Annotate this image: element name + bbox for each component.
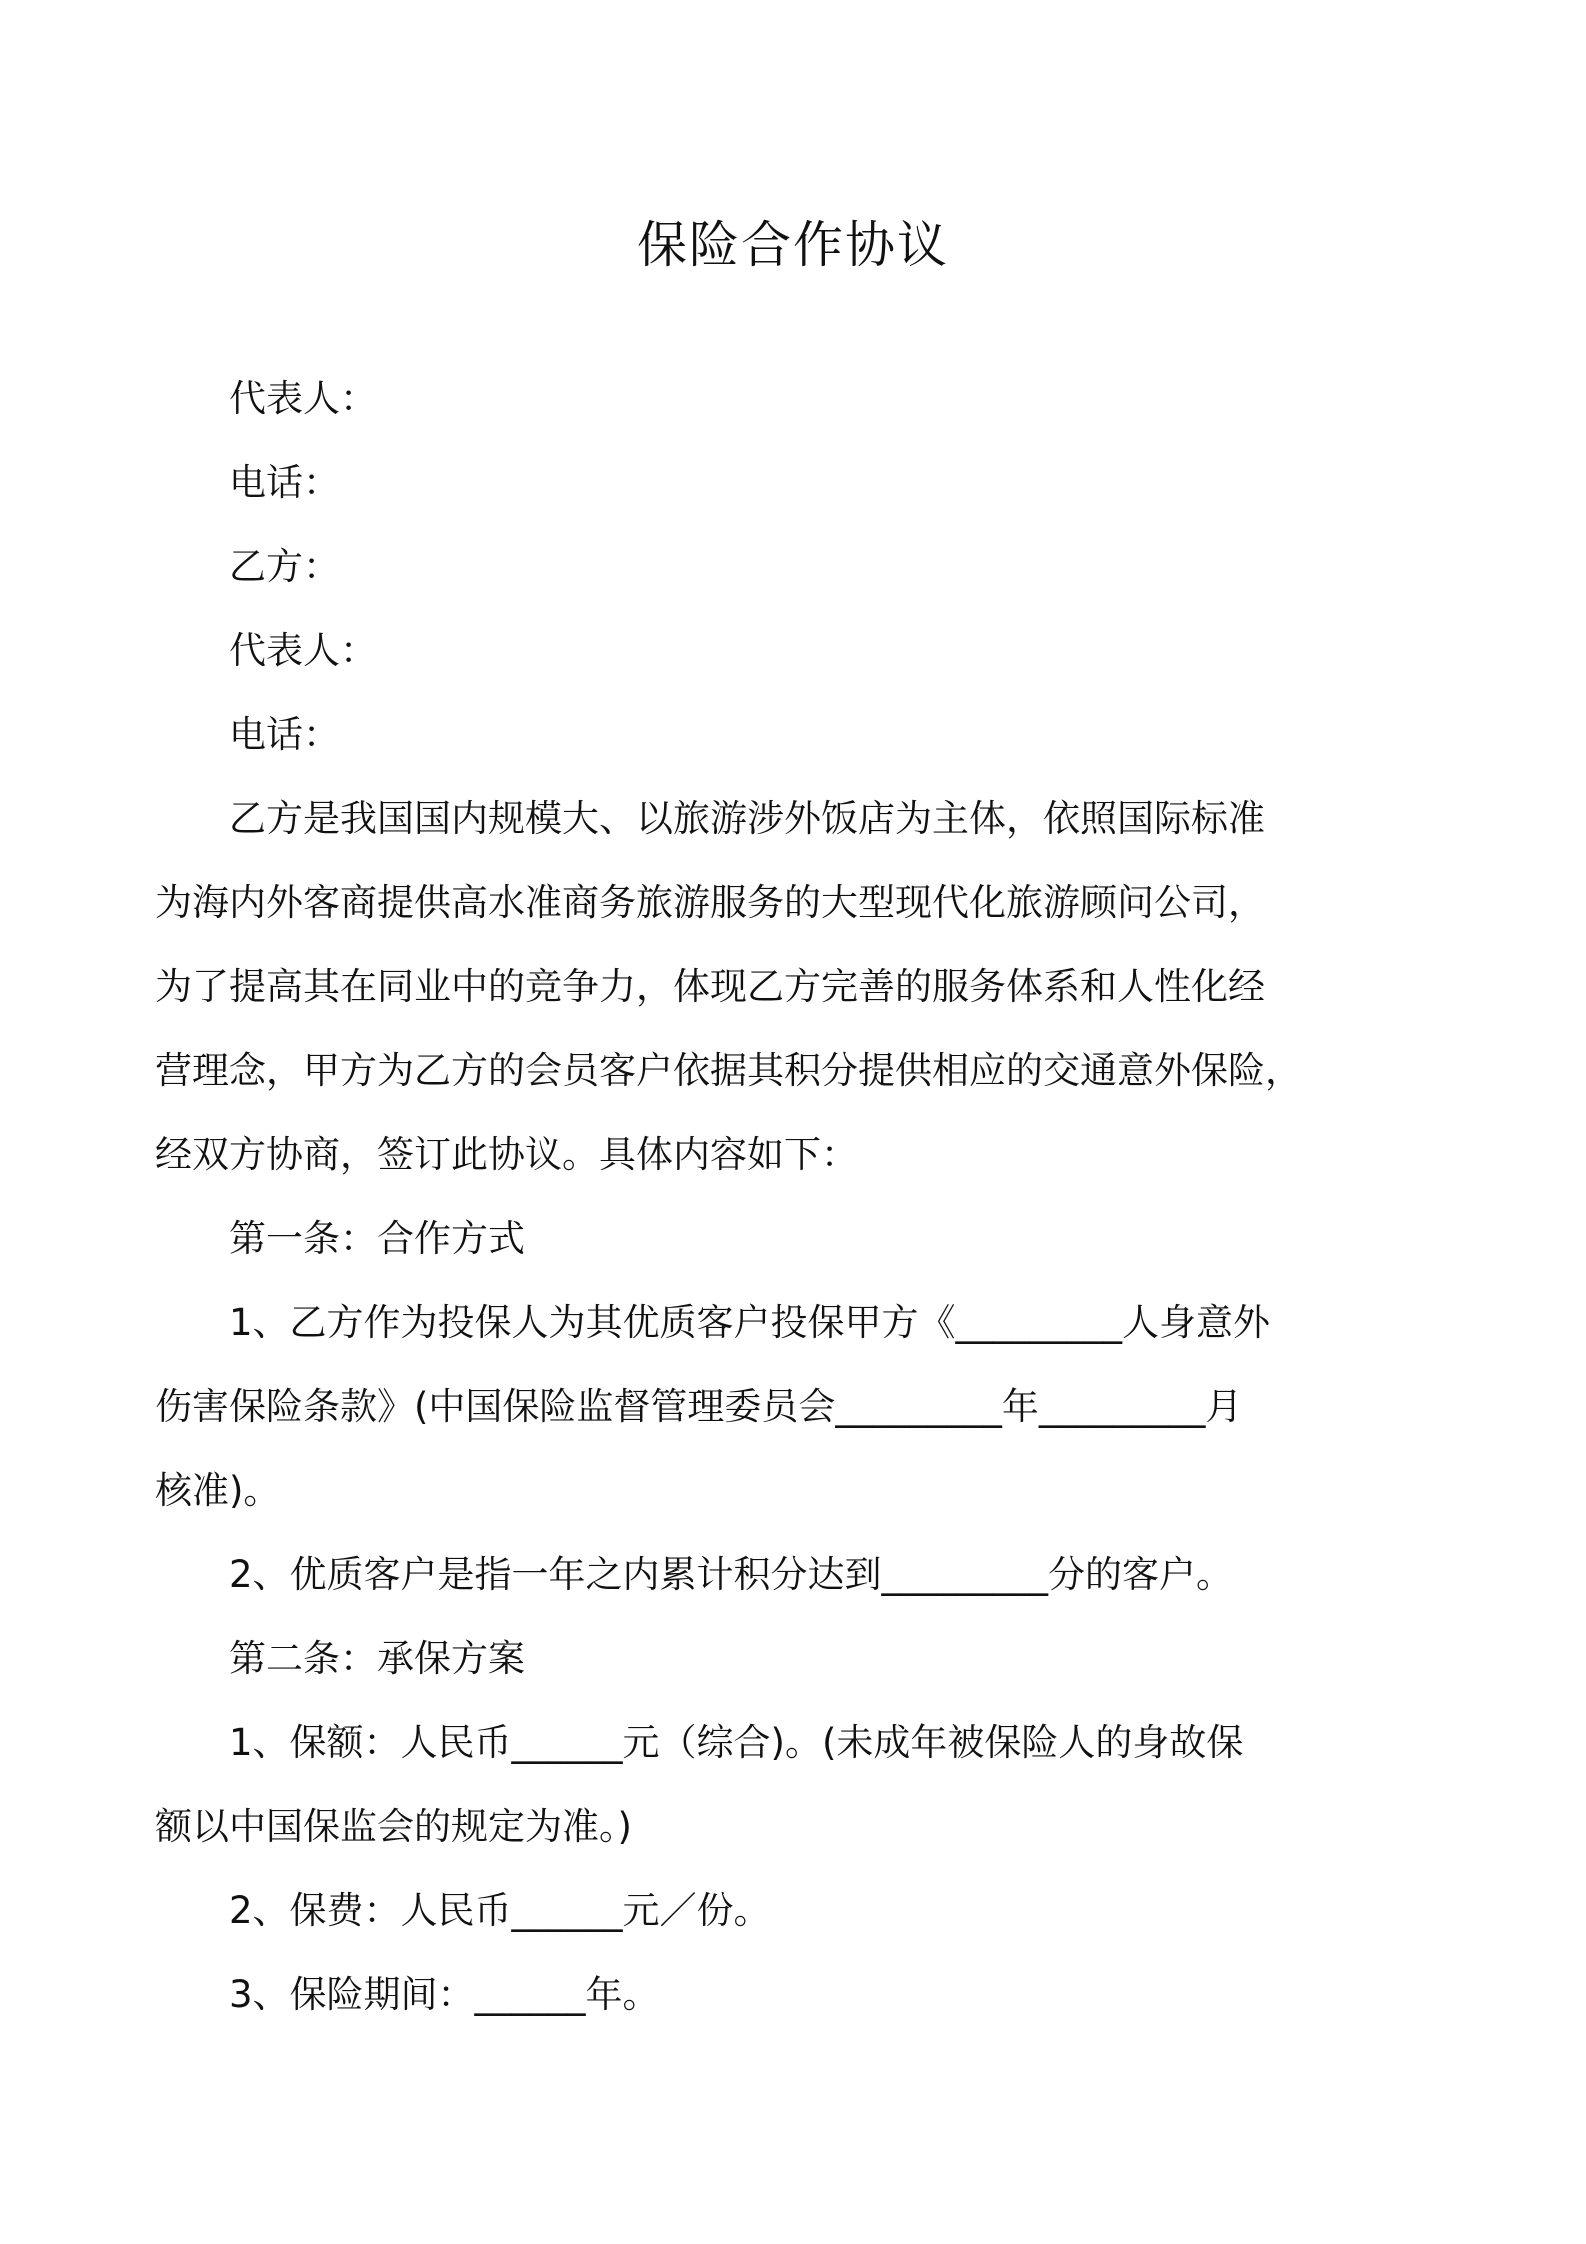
field-phone-b: 电话：: [229, 713, 340, 756]
clause-line: 1、保额：人民币______元（综合)。(未成年被保险人的身故保: [229, 1721, 1244, 1764]
document-title: 保险合作协议: [637, 216, 949, 274]
article-2-heading: 第二条：承保方案: [229, 1637, 525, 1680]
field-phone-a: 电话：: [229, 461, 340, 504]
document-body: [155, 357, 1373, 2037]
article-2-clause-1: [155, 1701, 1373, 1869]
field-representative-b: 代表人：: [229, 629, 377, 672]
intro-line: 为海内外客商提供高水准商务旅游服务的大型现代化旅游顾问公司，: [155, 881, 1265, 924]
article-2-clause-2: 2、保费：人民币______元／份。: [229, 1889, 771, 1932]
intro-line: 为了提高其在同业中的竞争力，体现乙方完善的服务体系和人性化经: [155, 965, 1265, 1008]
intro-line: 营理念，甲方为乙方的会员客户依据其积分提供相应的交通意外保险，: [155, 1049, 1302, 1092]
clause-line: 核准)。: [155, 1469, 281, 1512]
field-party-b: 乙方：: [229, 545, 340, 588]
article-1-heading: 第一条：合作方式: [229, 1217, 525, 1260]
clause-line: 1、乙方作为投保人为其优质客户投保甲方《_________人身意外: [229, 1301, 1271, 1344]
clause-line: 额以中国保监会的规定为准。): [155, 1805, 632, 1848]
article-1-clause-1: [155, 1281, 1373, 1533]
intro-line: 乙方是我国国内规模大、以旅游涉外饭店为主体，依照国际标准: [229, 797, 1265, 840]
article-2-clause-3: 3、保险期间：______年。: [229, 1973, 660, 2016]
intro-paragraph: [155, 777, 1373, 1197]
field-representative-a: 代表人：: [229, 377, 377, 420]
clause-line: 伤害保险条款》(中国保险监督管理委员会_________年_________月: [155, 1385, 1243, 1428]
intro-line: 经双方协商，签订此协议。具体内容如下：: [155, 1133, 858, 1176]
article-1-clause-2: 2、优质客户是指一年之内累计积分达到_________分的客户。: [229, 1553, 1234, 1596]
